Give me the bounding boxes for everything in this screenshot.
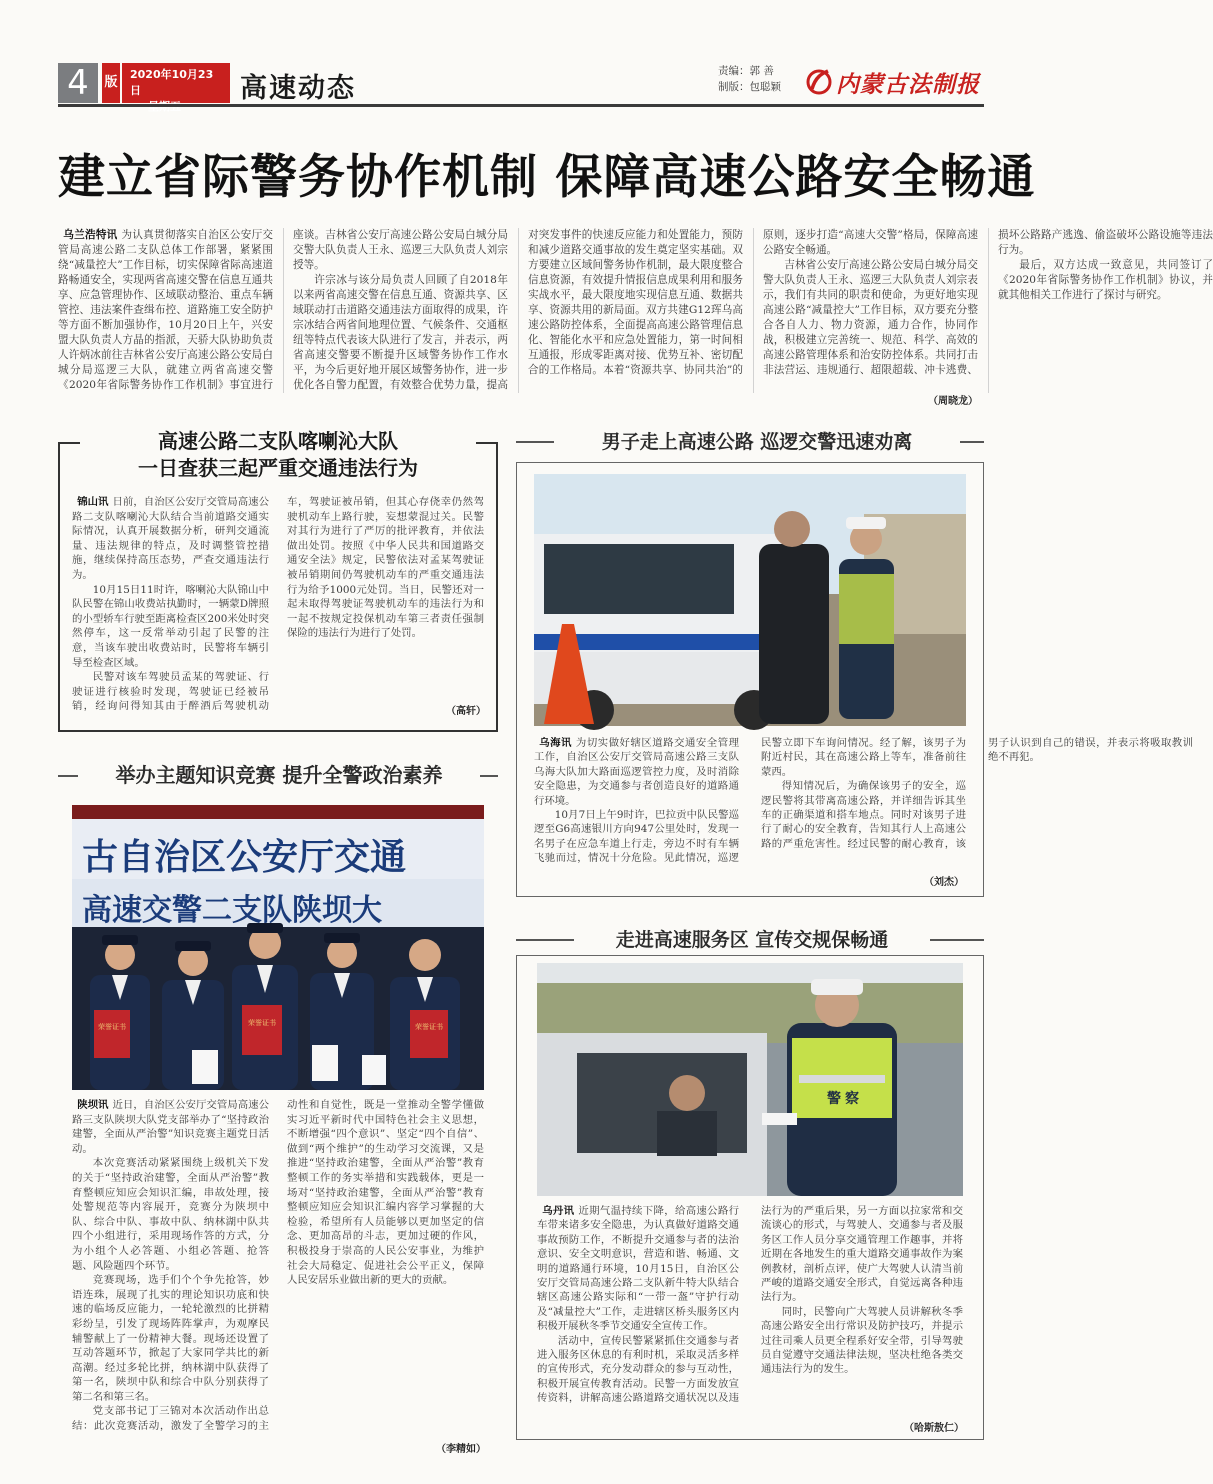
service-paragraph: 乌丹讯 近期气温持续下降，给高速公路行车带来诸多安全隐患，为认真做好道路交通事故预防工作，不断提升交通参与者的法治意识、安全文明意识，营造和谐、畅通、文明的道路通行环境，10月15日，自治区公安厅交管局高速公路二支队新牛特大队结合辖区高速公路实际和“一带一盔”守护行动及“减量控大”工作，走进辖区桥头服务区内积极开展秋冬季节交通安全宣传工作。	[537, 1205, 740, 1333]
editor-name: 责编：郭 善	[718, 65, 774, 77]
contest-photo-banner-1: 古自治区公安厅交通	[82, 837, 407, 878]
service-photo-scene	[537, 963, 963, 1196]
contest-headline: 举办主题知识竞赛 提升全警政治素养	[115, 763, 443, 787]
walker-headline: 男子走上高速公路 巡逻交警迅速劝离	[601, 431, 913, 453]
contest-paragraph: 陕坝讯 近日，自治区公安厅交管局高速公路三支队陕坝大队党支部举办了“坚持政治建警，全面从严治警”知识竞赛主题党日活动。	[72, 1099, 270, 1155]
kalaqin-headline-line1: 高速公路二支队喀喇沁大队	[158, 429, 398, 453]
service-paragraph: 活动中，宣传民警紧紧抓住交通参与者进入服务区休息的有利时机，采取灵活多样的宣传形式，充分发动群众的参与互动性，积极开展宣传教育活动。民警一方面发放宣传资料，讲解高速公路道路交通状况以及违法行为的严重后果，另一方面以拉家常和交流谈心的形式，与驾驶人、交通参与者及服务区工作人员分享交通管理工作趣事，并将近期在各地发生的重大道路交通事故作为案例教材，剖析点评，使广大驾驶人认清当前严峻的道路交通安全形式，自觉远离各种违法行为。	[537, 1205, 963, 1405]
issue-date-box	[122, 63, 230, 103]
walker-article	[534, 736, 1193, 880]
service-headline: 走进高速服务区 宣传交规保畅通	[615, 929, 889, 951]
contest-paragraph: 本次竞赛活动紧紧围绕上级机关下发的关于“坚持政治建警，全面从严治警”教育整顿应知应会知识汇编，串故处理，接处警规范等内容展开，竞赛分为陕坝中队、综合中队、事故中队、纳林湖中队共四个小组进行，采用现场作答的方式，分为小组个人必答题、小组必答题、抢答题、风险题四个环节。	[72, 1157, 269, 1272]
contest-paragraph: 党支部书记丁三锦对本次活动作出总结：此次竞赛活动，激发了全警学习的主动性和自觉性，既是一堂推动全警学懂做实习近平新时代中国特色社会主义思想，不断增强“四个意识”、坚定“四个自信”、做到“两个维护”的生动学习交流课，又是推进“坚持政治建警，全面从严治警”教育整顿工作的务实举措和实践载体，更是一场对“坚持政治建警，全面从严治警”教育整顿应知应会知识汇编内容学习掌握的大检验，希望所有人员能够以更加坚定的信念、更加高昂的斗志，更加过硬的作风，积极投身于崇高的人民公安事业，为维护社会大局稳定、促进社会公平正义，保障人民安居乐业做出新的更大的贡献。	[72, 1099, 484, 1433]
walker-rule-right	[960, 441, 984, 443]
service-dateline: 乌丹讯	[542, 1205, 575, 1217]
walker-byline: （刘杰）	[924, 877, 964, 888]
service-rule-right	[930, 939, 984, 941]
contest-paragraph: 竞赛现场，选手们个个争先抢答，妙语连珠，展现了扎实的理论知识功底和快速的临场反应能力，一轮轮激烈的比拼精彩纷呈，引发了现场阵阵掌声，为观摩民辅警献上了一份精神大餐。现场还设置了互动答题环节，掀起了大家同学共比的新高潮。经过多轮比拼，纳林湖中队获得了第一名，陕坝中队和综合中队分别获得了第二名和第三名。	[72, 1274, 269, 1403]
officer-vest-label: 警察	[827, 1091, 863, 1107]
certificate-label-3: 荣誉证书	[415, 1023, 443, 1031]
kalaqin-headline	[80, 428, 476, 482]
kalaqin-paragraph: 民警对该车驾驶员孟某的驾驶证、行驶证进行核验时发现，驾驶证已经被吊销，经询问得知其由于醉酒后驾驶机动车，驾驶证被吊销，但其心存侥幸仍然驾驶机动车上路行驶，妄想蒙混过关。民警对其行为进行了严厉的批评教育，并依法做出处罚。按照《中华人民共和国道路交通安全法》规定，民警依法对孟某驾驶证被吊销期间仍驾驶机动车的严重交通违法行为给予1000元处罚。当日，民警还对一起未取得驾驶证驾驶机动车的违法行为和一起不按规定投保机动车第三者责任强制保险的违法行为进行了处罚。	[72, 496, 484, 713]
page-number: 4	[58, 63, 98, 103]
contest-byline: （李精如）	[436, 1444, 486, 1455]
service-paragraph: 同时，民警向广大驾驶人员讲解秋冬季高速公路安全出行常识及防护技巧，并提示过往司乘人员更全程系好安全带，引导驾驶员自觉遵守交通法律法规，坚决杜绝各类交通违法行为的发生。	[761, 1305, 963, 1376]
walker-paragraph: 得知情况后，为确保该男子的安全，巡逻民警将其带离高速公路，并详细告诉其坐车的正确渠道和搭车地点。同时对该男子进行了耐心的安全教育，告知其行人上高速公路的严重危害性。经过民警的耐心教育，该男子认识到自己的错误，并表示将吸取教训绝不再犯。	[761, 737, 1193, 850]
contest-photo	[72, 805, 484, 1090]
walker-photo	[534, 474, 966, 726]
walker-photo-scene	[534, 474, 966, 726]
lead-paragraph: 最后，双方达成一致意见，共同签订了《2020年省际警务协作工作机制》协议，并就其他相关工作进行了探讨与研究。	[998, 259, 1213, 301]
lead-article	[58, 228, 1213, 393]
service-rule-left	[516, 939, 574, 941]
walker-rule-left	[516, 441, 554, 443]
lead-paragraph: 乌兰浩特讯 为认真贯彻落实自治区公安厅交管局高速公路二支队总体工作部署，紧紧围绕“减量控大”工作目标，切实保障省际高速道路畅通安全，实现两省高速交警在信息互通共享、应急管理协作、区域联动整治、重点车辆管控、违法案件查缉布控、道路施工安全防护等方面不断加强协作，10月20日上午，兴安盟大队负责人方晶的指派，天骄大队协助负责人许炳冰前往吉林省公安厅高速公路公安局白城分局巡逻三大队，就建立两省高速交警《2020年省际警务协作工作机制》事宜进行座谈。吉林省公安厅高速公路公安局白城分局交警大队负责人王永、巡逻三大队负责人刘宗授等。	[58, 229, 508, 391]
kalaqin-paragraph: 10月15日11时许，喀喇沁大队锦山中队民警在锦山收费站执勤时，一辆蒙D牌照的小型轿车行驶至距离检查区200米处时突然停车，这一反常举动引起了民警的注意，当该车驶出收费站时，民警将车辆引导至检查区域。	[72, 583, 269, 669]
section-title: 高速动态	[240, 73, 356, 104]
masthead-name: 内蒙古法制报	[836, 71, 980, 98]
certificate-label-2: 荣誉证书	[248, 1019, 276, 1027]
editor-credits	[718, 63, 781, 95]
contest-photo-banner-2: 高速交警二支队陕坝大	[82, 893, 382, 928]
producer-name: 制版：包聪颖	[718, 81, 781, 93]
page-label: 版	[102, 63, 120, 103]
kalaqin-dateline: 锦山讯	[77, 496, 109, 508]
contest-article	[72, 1098, 484, 1442]
service-article	[537, 1204, 963, 1420]
lead-paragraph: 吉林省公安厅高速公路公安局白城分局交警大队负责人王永、巡逻三大队负责人刘宗表示，我们有共同的职责和使命，为更好地实现高速公路“减量控大”工作目标，双方要充分整合各自人力、物力资源，通力合作，协同作战，积极建立完善统一、规范、科学、高效的高速公路管理体系和治安防控体系。共同打击非法营运、违规通行、超限超载、冲卡逃费、损坏公路路产逃逸、偷盗破坏公路设施等违法行为。	[763, 229, 1213, 376]
walker-paragraph: 10月7日上午9时许，巴拉贡中队民警巡逻至G6高速银川方向947公里处时，发现一名男子在应急车道上行走，旁边不时有车辆飞驰而过，情况十分危险。见此情况，巡逻民警立即下车询问情况。经了解，该男子为附近村民，其在高速公路上等车，准备前往蒙西。	[534, 737, 966, 865]
certificate-label-1: 荣誉证书	[98, 1023, 126, 1031]
masthead-emblem-icon	[806, 67, 832, 97]
lead-dateline: 乌兰浩特讯	[63, 229, 118, 241]
kalaqin-article	[72, 495, 484, 721]
issue-weekday	[130, 99, 222, 115]
walker-paragraph: 乌海讯 为切实做好辖区道路交通安全管理工作，自治区公安厅交管局高速公路三支队乌海大队加大路面巡逻管控力度，及时消除安全隐患，为交通参与者创造良好的道路通行环境。	[534, 737, 740, 807]
service-byline: （哈斯敖仁）	[904, 1423, 964, 1434]
contest-dateline: 陕坝讯	[77, 1099, 109, 1111]
contest-rule-right	[480, 775, 498, 777]
issue-date: 2020年10月23日	[130, 68, 214, 97]
kalaqin-paragraph: 锦山讯 日前，自治区公安厅交管局高速公路二支队喀喇沁大队结合当前道路交通实际情况，认真开展数据分析，研判交通流量、违法规律的特点，及时调整管控措施，继续保持高压态势，严查交通违法行为。	[72, 496, 270, 581]
header-rule	[58, 104, 984, 107]
lead-headline: 建立省际警务协作机制 保障高速公路安全畅通	[58, 150, 1036, 205]
kalaqin-headline-line2: 一日查获三起严重交通违法行为	[138, 456, 418, 480]
walker-dateline: 乌海讯	[539, 737, 572, 749]
contest-rule-left	[58, 775, 78, 777]
lead-byline: （周晓龙）	[928, 396, 978, 407]
lead-paragraph: 许宗冰与该分局负责人回顾了自2018年以来两省高速交警在信息互通、资源共享、区域联动打击道路交通违法方面取得的成果，许宗冰结合两省间地理位置、气候条件、交通枢纽等特点代表该大队进行了发言，并表示，两省高速交警要不断提升区域警务协作工作水平，为今后更好地开展区域警务协作，进一步优化各自警力配置，有效整合优势力量，提高对突发事件的快速反应能力和处置能力，预防和减少道路交通事故的发生奠定坚实基础。双方要建立区域间警务协作机制，最大限度整合信息资源，有效提升情报信息成果利用和服务实战水平，最大限度地实现信息互通、数据共享、资源共用的新局面。双方共建G12珲乌高速公路防控体系，全面提高高速公路管理信息化、智能化水平和应急处置能力，第一时间相互通报，形成零距离对接、优势互补、密切配合的工作格局。本着“资源共享、协同共治”的原则，逐步打造“高速大交警”格局，保障高速公路安全畅通。	[293, 229, 978, 391]
masthead-logo	[806, 64, 986, 100]
service-photo	[537, 963, 963, 1196]
kalaqin-byline: （高轩）	[446, 706, 486, 717]
